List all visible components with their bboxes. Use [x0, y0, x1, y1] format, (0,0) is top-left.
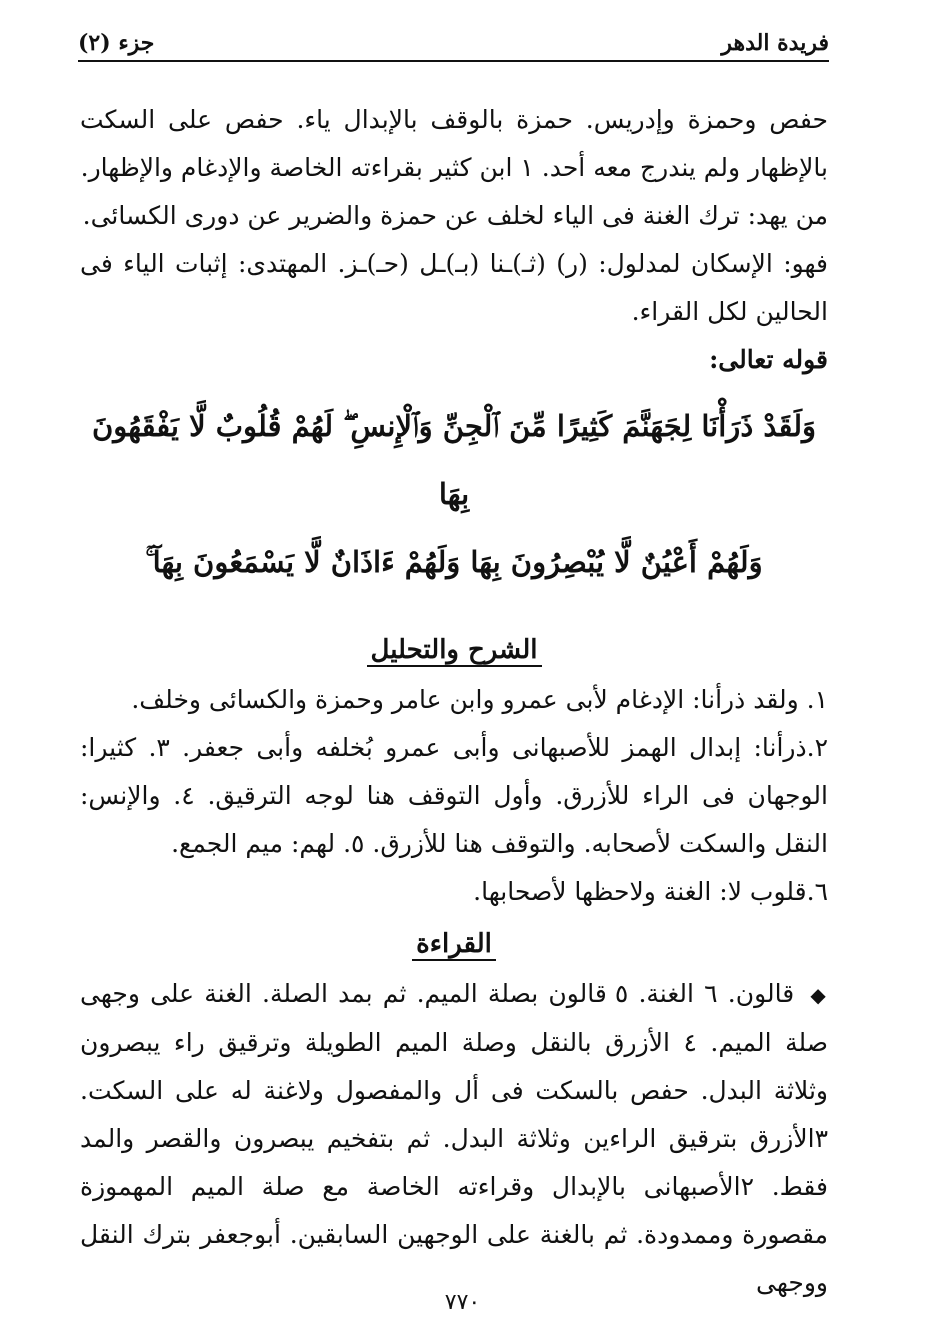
sharh-item-3: ٦.قلوب لا: الغنة ولاحظها لأصحابها. [473, 877, 828, 906]
qiraa-paragraph [80, 970, 828, 1307]
page-number: ٧٧٠ [444, 1290, 481, 1315]
paragraph-2 [80, 192, 828, 240]
sharh-item-2: ٢.ذرأنا: إبدال الهمز للأصبهانى وأبى عمرو بُخلفه وأبى جعفر. ٣. كثيرا: الوجهان فى الراء للأزرق. وأول التوقف هنا لوجه الترقيق. ٤. والإنس: النقل والسكت لأصحابه. والتوقف هنا للأزرق. ٥. لهم: ميم الجمع. [80, 733, 828, 858]
qiraa-title [80, 920, 828, 968]
verse-intro: قوله تعالى: [709, 345, 828, 374]
paragraph-1: حفص وحمزة وإدريس. حمزة بالوقف بالإبدال ياء. حفص على السكت بالإظهار ولم يندرج معه أحد. ١ ابن كثير بقراءته الخاصة والإدغام والإظهار. [80, 105, 828, 182]
sharh-title [80, 626, 828, 674]
sharh-title-text: الشرح والتحليل [367, 635, 542, 667]
quran-verse [80, 392, 828, 596]
qiraa-title-text: القراءة [412, 929, 496, 961]
sharh-item-1: ١. ولقد ذرأنا: الإدغام لأبى عمرو وابن عامر وحمزة والكسائى وخلف. [131, 685, 828, 714]
paragraph-2-text: ترك الغنة فى الياء لخلف عن حمزة والضرير عن دورى الكسائى. [82, 201, 740, 230]
book-title: فريدة الدهر [721, 30, 829, 56]
paragraph-3-label: فهو: [783, 249, 828, 278]
verse-line-1: وَلَقَدْ ذَرَأْنَا لِجَهَنَّمَ كَثِيرًا مِّنَ ٱلْجِنِّ وَٱلْإِنسِ ۖ لَهُمْ قُلُوبٌ لَّا يَفْقَهُونَ بِهَا [91, 409, 817, 511]
page-body [80, 96, 828, 1307]
part-label: جزء (٢) [78, 30, 155, 56]
diamond-bullet-icon: ◆ [810, 983, 828, 1007]
qiraa-text: قالون. ٦ الغنة. ٥ قالون بصلة الميم. ثم بمد الصلة. الغنة على وجهى صلة الميم. ٤ الأزرق بالنقل وصلة الميم الطويلة وترقيق راء يبصرون وثلاثة البدل. حفص بالسكت فى أل والمفصول ولاغنة له على السكت. ٣الأزرق بترقيق الراءين وثلاثة البدل. ثم بتفخيم يبصرون والقصر والمد فقط. ٢الأصبهانى بالإبدال وقراءته الخاصة مع صلة الميم المهموزة مقصورة وممدودة. ثم بالغنة على الوجهين السابقين. أبوجعفر بترك النقل ووجهى [80, 979, 828, 1297]
verse-line-2: وَلَهُمْ أَعْيُنٌ لَّا يُبْصِرُونَ بِهَا وَلَهُمْ ءَاذَانٌ لَّا يَسْمَعُونَ بِهَآ ۚ [145, 545, 763, 579]
page-header [78, 22, 829, 62]
paragraph-2-label: من يهد: [747, 201, 828, 230]
paragraph-3 [80, 240, 828, 336]
paragraph-3-text: الإسكان لمدلول: (ر) (ثـ)ـنا (بـ)ـل (حـ)ـز. المهتدى: إثبات الياء فى الحالين لكل القراء. [80, 249, 828, 326]
